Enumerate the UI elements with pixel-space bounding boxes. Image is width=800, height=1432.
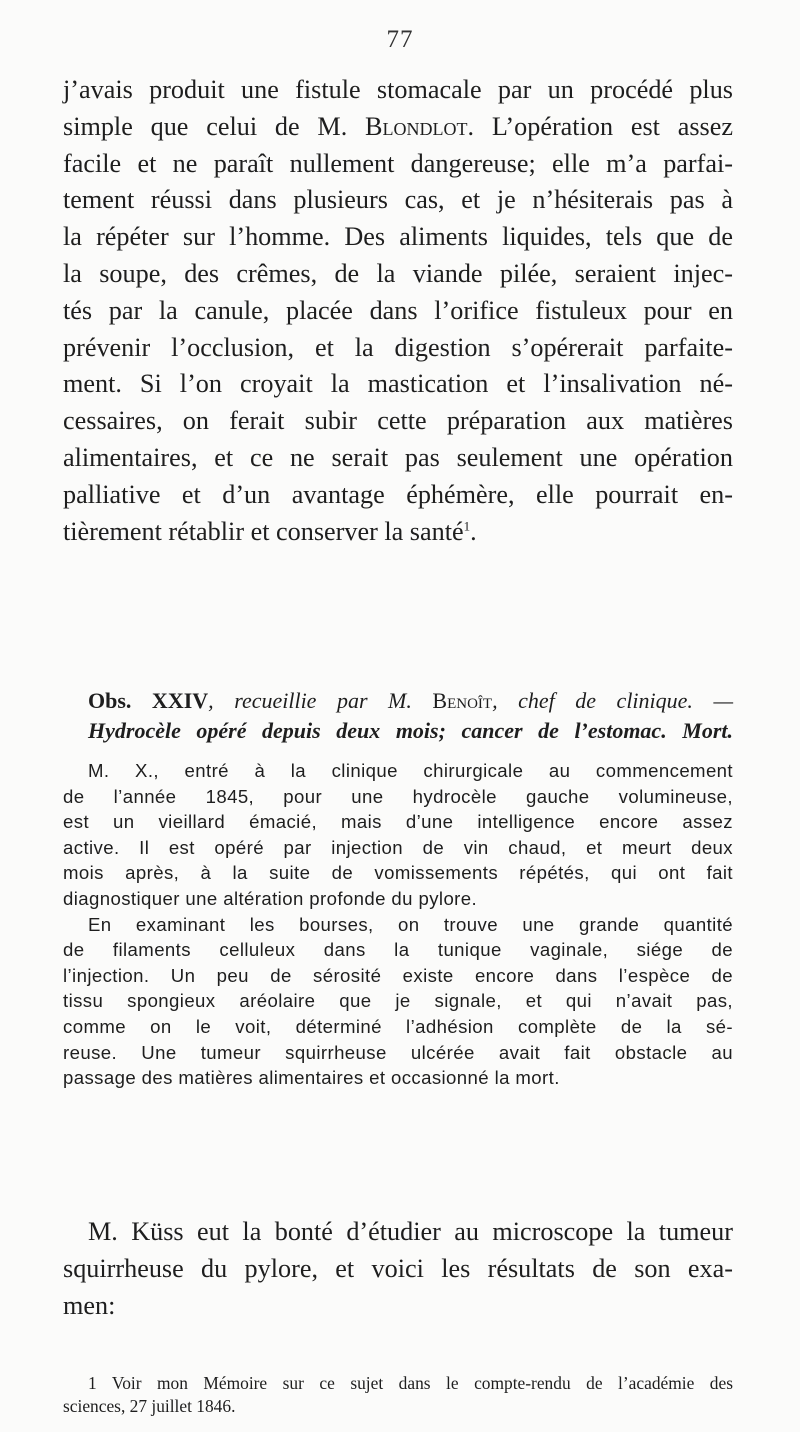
observation-line: reuse. Une tumeur squirrheuse ulcérée avait fait obstacle au xyxy=(63,1041,733,1063)
observation-line: diagnostiquer une altération profonde du pylore. xyxy=(63,887,478,909)
observation-heading xyxy=(63,686,733,746)
conclusion-line: squirrheuse du pylore, et voici les résultats de son exa- xyxy=(63,1253,733,1283)
observation-line: comme on le voit, déterminé l’adhésion complète de la sé- xyxy=(63,1015,733,1037)
footnote xyxy=(63,1372,733,1417)
observation-heading-line: Hydrocèle opéré depuis deux mois; cancer de l’estomac. Mort. xyxy=(88,718,733,743)
observation-line: est un vieillard émacié, mais d’une intelligence encore assez xyxy=(63,811,733,833)
footnote-line: 1 Voir mon Mémoire sur ce sujet dans le compte-rendu de l’académie des xyxy=(88,1373,733,1393)
main-line: tement réussi dans plusieurs cas, et je n’hésiterais pas à xyxy=(63,185,733,215)
main-line xyxy=(63,514,733,551)
main-line-text: simple que celui de M. xyxy=(63,111,366,141)
observation-line: En examinant les bourses, on trouve une grande quantité xyxy=(88,913,733,935)
main-line: cessaires, on ferait subir cette préparation aux matières xyxy=(63,406,733,436)
observation-heading-line xyxy=(88,686,733,716)
main-line: la répéter sur l’homme. Des aliments liquides, tels que de xyxy=(63,222,733,252)
main-line: la soupe, des crêmes, de la viande pilée, seraient injec- xyxy=(63,258,733,288)
observation-line: mois après, à la suite de vomissements répétés, qui ont fait xyxy=(63,862,733,884)
main-line: palliative et d’un avantage éphémère, elle pourrait en- xyxy=(63,479,733,509)
main-line: prévenir l’occlusion, et la digestion s’opérerait parfaite- xyxy=(63,332,733,362)
main-line-text: tièrement rétablir et conserver la santé xyxy=(63,516,464,546)
page-number: 77 xyxy=(386,26,414,53)
conclusion-line: men: xyxy=(63,1290,116,1320)
observation-line: de l’année 1845, pour une hydrocèle gauche volumineuse, xyxy=(63,785,733,807)
observation-line: M. X., entré à la clinique chirurgicale au commencement xyxy=(88,760,733,781)
observation-body xyxy=(63,758,733,1091)
main-line xyxy=(63,109,733,146)
main-line: alimentaires, et ce ne serait pas seulement une opération xyxy=(63,442,733,472)
main-line-text: . L’opération est assez xyxy=(467,111,733,141)
main-line-text: . xyxy=(470,516,477,546)
observation-line: tissu spongieux aréolaire que je signale, et qui n’avait pas, xyxy=(63,990,733,1012)
observation-number: Obs. XXIV xyxy=(88,688,209,713)
observation-heading-text: , recueillie par M. xyxy=(208,688,433,713)
main-line: ment. Si l’on croyait la mastication et l’insalivation né- xyxy=(63,369,733,399)
conclusion-line: M. Küss eut la bonté d’étudier au microscope la tumeur xyxy=(88,1217,733,1246)
main-line: facile et ne paraît nullement dangereuse; elle m’a parfai- xyxy=(63,148,733,178)
footnote-line: sciences, 27 juillet 1846. xyxy=(63,1395,236,1416)
conclusion-paragraph xyxy=(63,1214,733,1324)
observation-line: passage des matières alimentaires et occasionné la mort. xyxy=(63,1067,560,1089)
main-line: tés par la canule, placée dans l’orifice fistuleux pour en xyxy=(63,295,733,325)
observation-line: active. Il est opéré par injection de vin chaud, et meurt deux xyxy=(63,836,733,858)
author-name-benoit: Benoît xyxy=(432,688,493,713)
main-paragraph xyxy=(63,72,733,550)
footnote-reference: 1 xyxy=(463,517,471,533)
author-name-blondlot: Blondlot xyxy=(365,111,468,141)
main-line: j’avais produit une fistule stomacale par un procédé plus xyxy=(63,75,733,104)
observation-line: l’injection. Un peu de sérosité existe encore dans l’espèce de xyxy=(63,964,733,986)
observation-heading-text: , chef de clinique. — xyxy=(492,688,734,713)
observation-section xyxy=(63,686,733,1091)
observation-line: de filaments celluleux dans la tunique vaginale, siége de xyxy=(63,939,733,961)
